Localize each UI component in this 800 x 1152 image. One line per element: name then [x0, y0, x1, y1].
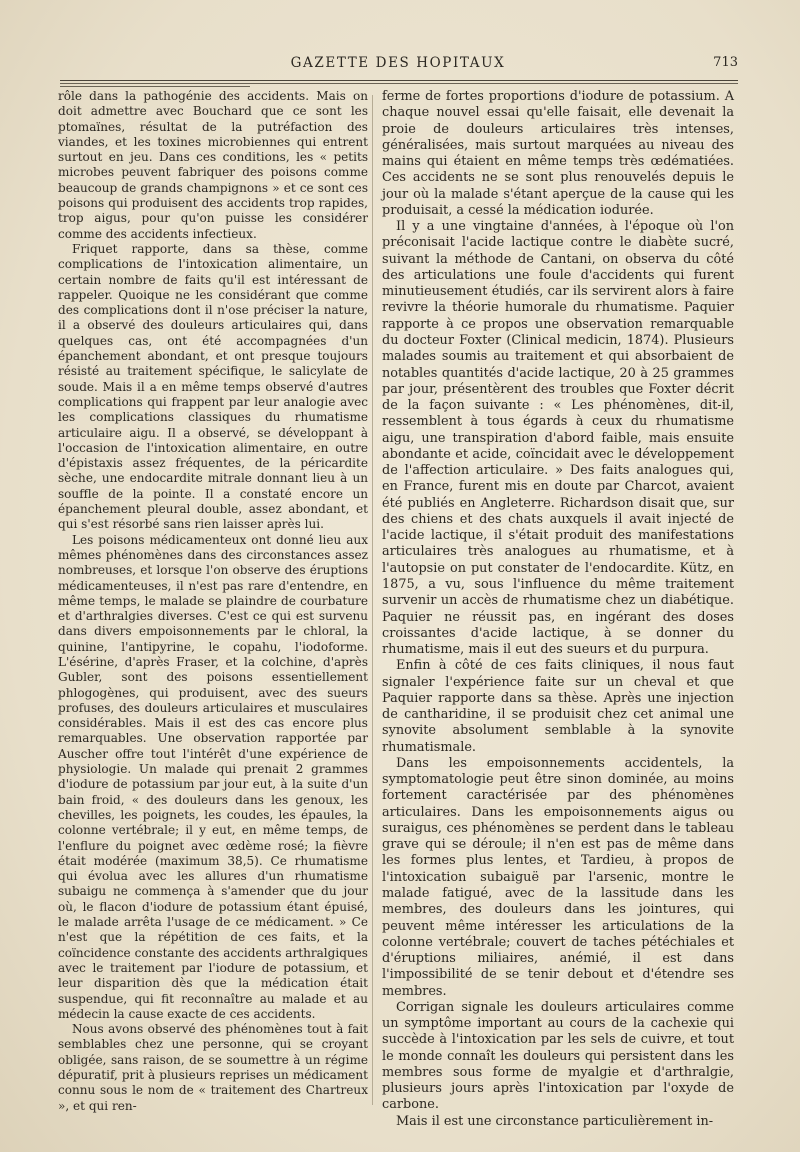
left-column: [58, 89, 368, 1114]
header-rule-short: [60, 86, 250, 87]
paragraph: Friquet rapporte, dans sa thèse, comme complications de l'intoxication alimentaire, un certain nombre de faits qu'il est intéressant de rappeler. Quoique ne les considérant que comme des complications dont il n'ose préciser la nature, il a observé des douleurs articulaires qui, dans quelques cas, ont été accompagnées d'un épanchement abondant, et ont presque toujours résisté au traitement spécifique, le salicylate de soude. Mais il a en même temps observé d'autres complications qui frappent par leur analogie avec les complications classiques du rhumatisme articulaire aigu. Il a observé, se développant à l'occasion de l'intoxication alimentaire, en outre d'épistaxis assez fréquentes, de la péricardite sèche, une endocardite mitrale donnant lieu à un souffle de la pointe. Il a constaté encore un épanchement pleural double, assez abondant, et qui s'est résorbé sans rien laisser après lui.: [58, 241, 368, 532]
paragraph: Enfin à côté de ces faits cliniques, il nous faut signaler l'expérience faite sur un cheval et que Paquier rapporte dans sa thèse. Après une injection de cantharidine, il se produisit chez cet animal une synovite absolument semblable à la synovite rhumatismale.: [382, 658, 734, 755]
journal-title: GAZETTE DES HOPITAUX: [290, 55, 506, 71]
header-rule: [60, 80, 738, 81]
running-header: [58, 55, 738, 77]
paragraph: rôle dans la pathogénie des accidents. Mais on doit admettre avec Bouchard que ce sont les ptomaïnes, résultat de la putréfaction des viandes, et les toxines microbiennes qui entrent surtout en jeu. Dans ces conditions, les « petits microbes peuvent fabriquer des poisons comme beaucoup de grands champignons » et ce sont ces poisons qui produisent des accidents trop rapides, trop aigus, pour qu'on puisse les considérer comme des accidents infectieux.: [58, 89, 368, 241]
page-number: 713: [713, 55, 738, 70]
paragraph: Il y a une vingtaine d'années, à l'époque où l'on préconisait l'acide lactique contre le diabète sucré, suivant la méthode de Cantani, on observa du côté des articulations une foule d'accidents qui furent minutieusement étudiés, car ils servirent alors à faire revivre la théorie humorale du rhumatisme. Paquier rapporte à ce propos une observation remarquable du docteur Foxter (Clinical medicin, 1874). Plusieurs malades soumis au traitement et qui absorbaient de notables quantités d'acide lactique, 20 à 25 grammes par jour, présentèrent des troubles que Foxter décrit de la façon suivante : « Les phénomènes, dit-il, ressemblent à tous égards à ceux du rhumatisme aigu, une transpiration d'abord faible, mais ensuite abondante et acide, coïncidait avec le développement de l'affection articulaire. » Des faits analogues qui, en France, furent mis en doute par Charcot, avaient été publiés en Angleterre. Richardson disait que, sur des chiens et des chats auxquels il avait injecté de l'acide lactique, il s'était produit des manifestations articulaires très analogues au rhumatisme, et à l'autopsie on put constater de l'endocardite. Kütz, en 1875, a vu, sous l'influence du même traitement survenir un accès de rhumatisme chez un diabétique. Paquier ne réussit pas, en ingérant des doses croissantes d'acide lactique, à se donner du rhumatisme, mais il eut des sueurs et du purpura.: [382, 219, 734, 658]
right-column: [382, 89, 734, 1130]
paragraph: ferme de fortes proportions d'iodure de potassium. A chaque nouvel essai qu'elle faisait, elle devenait la proie de douleurs articulaires très intenses, généralisées, mais surtout marquées au niveau des mains qui étaient en même temps très œdématiées. Ces accidents ne se sont plus renouvelés depuis le jour où la malade s'étant aperçue de la cause qui les produisait, a cessé la médication iodurée.: [382, 89, 734, 218]
paragraph: Dans les empoisonnements accidentels, la symptomatologie peut être sinon dominée, au moins fortement caractérisée par des phénomènes articulaires. Dans les empoisonnements aigus ou suraigus, ces phénomènes se perdent dans le tableau grave qui se déroule; il n'en est pas de même dans les formes plus lentes, et Tardieu, à propos de l'intoxication subaiguë par l'arsenic, montre le malade fatigué, avec de la lassitude dans les membres, des douleurs dans les jointures, qui peuvent même intéresser les articulations de la colonne vertébrale; couvert de taches pétéchiales et d'éruptions miliaires, anémié, il est dans l'impossibilité de se tenir debout et d'étendre ses membres.: [382, 755, 734, 999]
paragraph: Nous avons observé des phénomènes tout à fait semblables chez une personne, qui se croyant obligée, sans raison, de se soumettre à un régime dépuratif, prit à plusieurs reprises un médicament connu sous le nom de « traitement des Chartreux », et qui ren-: [58, 1022, 368, 1113]
column-divider: [372, 95, 373, 1105]
paragraph: Les poisons médicamenteux ont donné lieu aux mêmes phénomènes dans des circonstances assez nombreuses, et lorsque l'on observe des éruptions médicamenteuses, il n'est pas rare d'entendre, en même temps, le malade se plaindre de courbature et d'arthralgies diverses. C'est ce qui est survenu dans divers empoisonnements par le chloral, la quinine, l'antipyrine, le copahu, l'iodoforme. L'ésérine, d'après Fraser, et la colchine, d'après Gubler, sont des poisons essentiellement phlogogènes, qui produisent, avec des sueurs profuses, des douleurs articulaires et musculaires considérables. Mais il est des cas encore plus remarquables. Une observation rapportée par Auscher offre tout l'intérêt d'une expérience de physiologie. Un malade qui prenait 2 grammes d'iodure de potassium par jour eut, à la suite d'un bain froid, « des douleurs dans les genoux, les chevilles, les poignets, les coudes, les épaules, la colonne vertébrale; il y eut, en même temps, de l'enflure du poignet avec œdème rosé; la fièvre était modérée (maximum 38,5). Ce rhumatisme qui évolua avec les allures d'un rhumatisme subaigu ne commença à s'amender que du jour où, le flacon d'iodure de potassium étant épuisé, le malade arrêta l'usage de ce médicament. » Ce n'est que la répétition de ces faits, et la coïncidence constante des accidents arthralgiques avec le traitement par l'iodure de potassium, et leur disparition dès que la médication était suspendue, qui fit reconnaître au malade et au médecin la cause exacte de ces accidents.: [58, 532, 368, 1021]
paragraph: Corrigan signale les douleurs articulaires comme un symptôme important au cours de la cachexie qui succède à l'intoxication par les sels de cuivre, et tout le monde connaît les douleurs qui persistent dans les membres sous forme de myalgie et d'arthralgie, plusieurs jours après l'intoxication par l'oxyde de carbone.: [382, 999, 734, 1113]
paragraph: Mais il est une circonstance particulièrement in-: [396, 1113, 714, 1129]
header-rule: [60, 83, 738, 84]
